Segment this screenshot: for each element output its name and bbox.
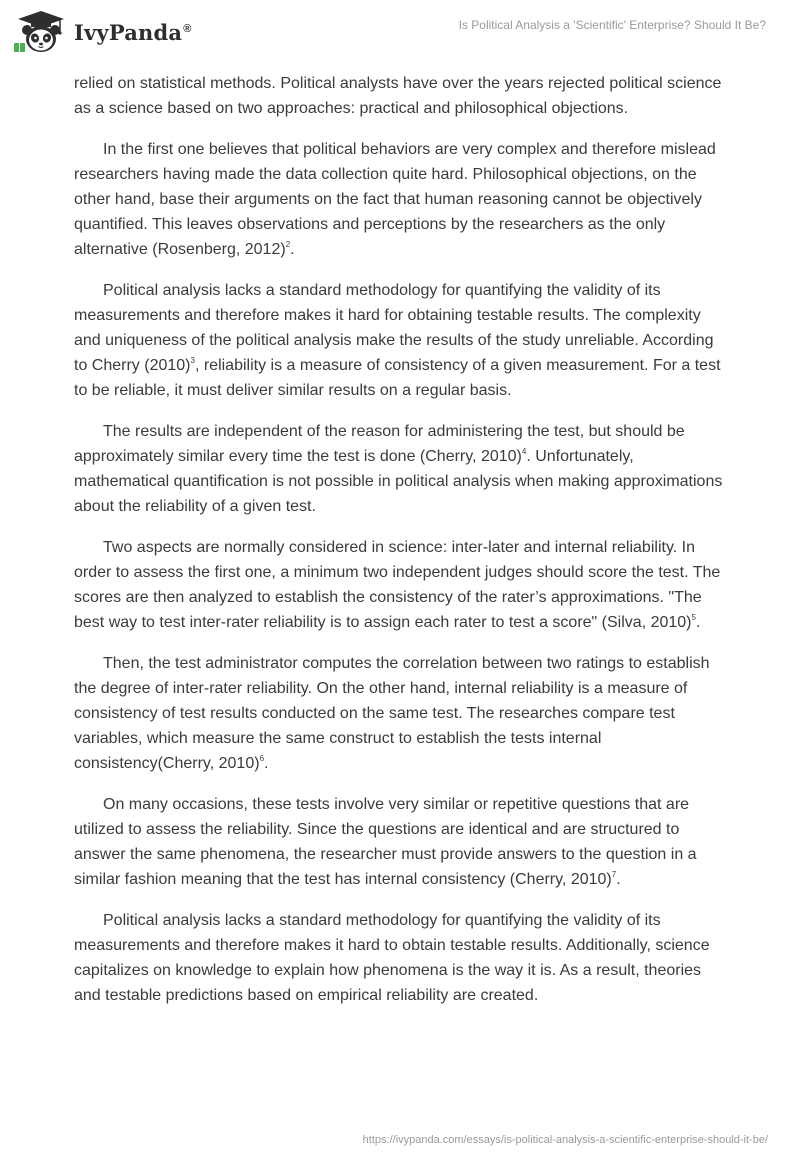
essay-paragraph xyxy=(74,137,726,262)
logo-wordmark xyxy=(74,20,192,45)
paragraph-text: . xyxy=(695,614,701,631)
paragraph-text: Two aspects are normally considered in science: inter-later and internal reliability. In order to assess the first one, a minimum two independent judges should score the test. The scores are then analyzed to establish the consistency of the rater’s approximations. "The best way to test inter-rater reliability is to assign each rater to test a score" (Silva, 2010) xyxy=(74,539,721,631)
logo-text: IvyPanda xyxy=(74,19,183,45)
essay-paragraph xyxy=(74,535,726,635)
essay-paragraph xyxy=(74,792,726,892)
footnote-reference[interactable]: 3 xyxy=(190,355,195,365)
essay-body xyxy=(74,71,726,1024)
paragraph-text: Political analysis lacks a standard methodology for quantifying the validity of its measurements and therefore makes it hard to obtain testable results. Additionally, science capitalizes on knowledge to explain how phenomena is the way it is. As a result, theories and testable predictions based on empirical reliability are created. xyxy=(74,912,710,1004)
footnote-reference[interactable]: 5 xyxy=(691,612,696,622)
site-logo[interactable] xyxy=(14,10,192,54)
paragraph-text: . xyxy=(616,871,621,888)
essay-paragraph xyxy=(74,71,726,121)
paragraph-text: The results are independent of the reason for administering the test, but should be approximately similar every time the test is done (Cherry, 2010) xyxy=(74,423,685,465)
paragraph-text: On many occasions, these tests involve very similar or repetitive questions that are utilized to assess the reliability. Since the questions are identical and are structured to answer the same phenomena, the researcher must provide answers to the question in a similar fashion meaning that the test has internal consistency (Cherry, 2010) xyxy=(74,796,697,888)
paragraph-text: In the first one believes that political behaviors are very complex and therefore mislead researchers having made the data collection quite hard. Philosophical objections, on the other hand, base their arguments on the fact that human reasoning cannot be objectively quantified. This leaves observations and perceptions by the researchers as the only alternative (Rosenberg, 2012) xyxy=(74,141,716,258)
footnote-reference[interactable]: 7 xyxy=(611,869,617,879)
registered-mark: ® xyxy=(183,22,192,35)
page-header xyxy=(0,0,800,68)
paragraph-text: relied on statistical methods. Political analysts have over the years rejected political science as a science based on two approaches: practical and philosophical objections. xyxy=(74,75,722,117)
footnote-reference[interactable]: 2 xyxy=(285,239,291,249)
panda-graduate-logo-icon xyxy=(14,10,68,54)
footnote-reference[interactable]: 6 xyxy=(259,753,265,763)
essay-paragraph xyxy=(74,419,726,519)
paragraph-text: Then, the test administrator computes the correlation between two ratings to establish the degree of inter-rater reliability. On the other hand, internal reliability is a measure of consistency of test results conducted on the same test. The researches compare test variables, which measure the same construct to establish the tests internal consistency(Cherry, 2010) xyxy=(74,655,710,772)
essay-paragraph xyxy=(74,651,726,776)
paragraph-text: Political analysis lacks a standard methodology for quantifying the validity of its measurements and therefore makes it hard for obtaining testable results. The complexity and uniqueness of the political analysis make the results of the study unreliable. According to Cherry (2010) xyxy=(74,282,714,374)
paragraph-text: . Unfortunately, mathematical quantification is not possible in political analysis when making approximations about the reliability of a given test. xyxy=(74,448,723,515)
paragraph-text: . xyxy=(264,755,269,772)
footnote-reference[interactable]: 4 xyxy=(521,446,527,456)
document-title: Is Political Analysis a 'Scientific' Enterprise? Should It Be? xyxy=(458,18,766,32)
essay-paragraph xyxy=(74,908,726,1008)
paragraph-text: . xyxy=(290,241,295,258)
paragraph-text: , reliability is a measure of consistency of a given measurement. For a test to be reliable, it must deliver similar results on a regular basis. xyxy=(74,357,721,399)
source-url[interactable]: https://ivypanda.com/essays/is-political-analysis-a-scientific-enterprise-should-it-be/ xyxy=(362,1134,768,1146)
essay-paragraph xyxy=(74,278,726,403)
